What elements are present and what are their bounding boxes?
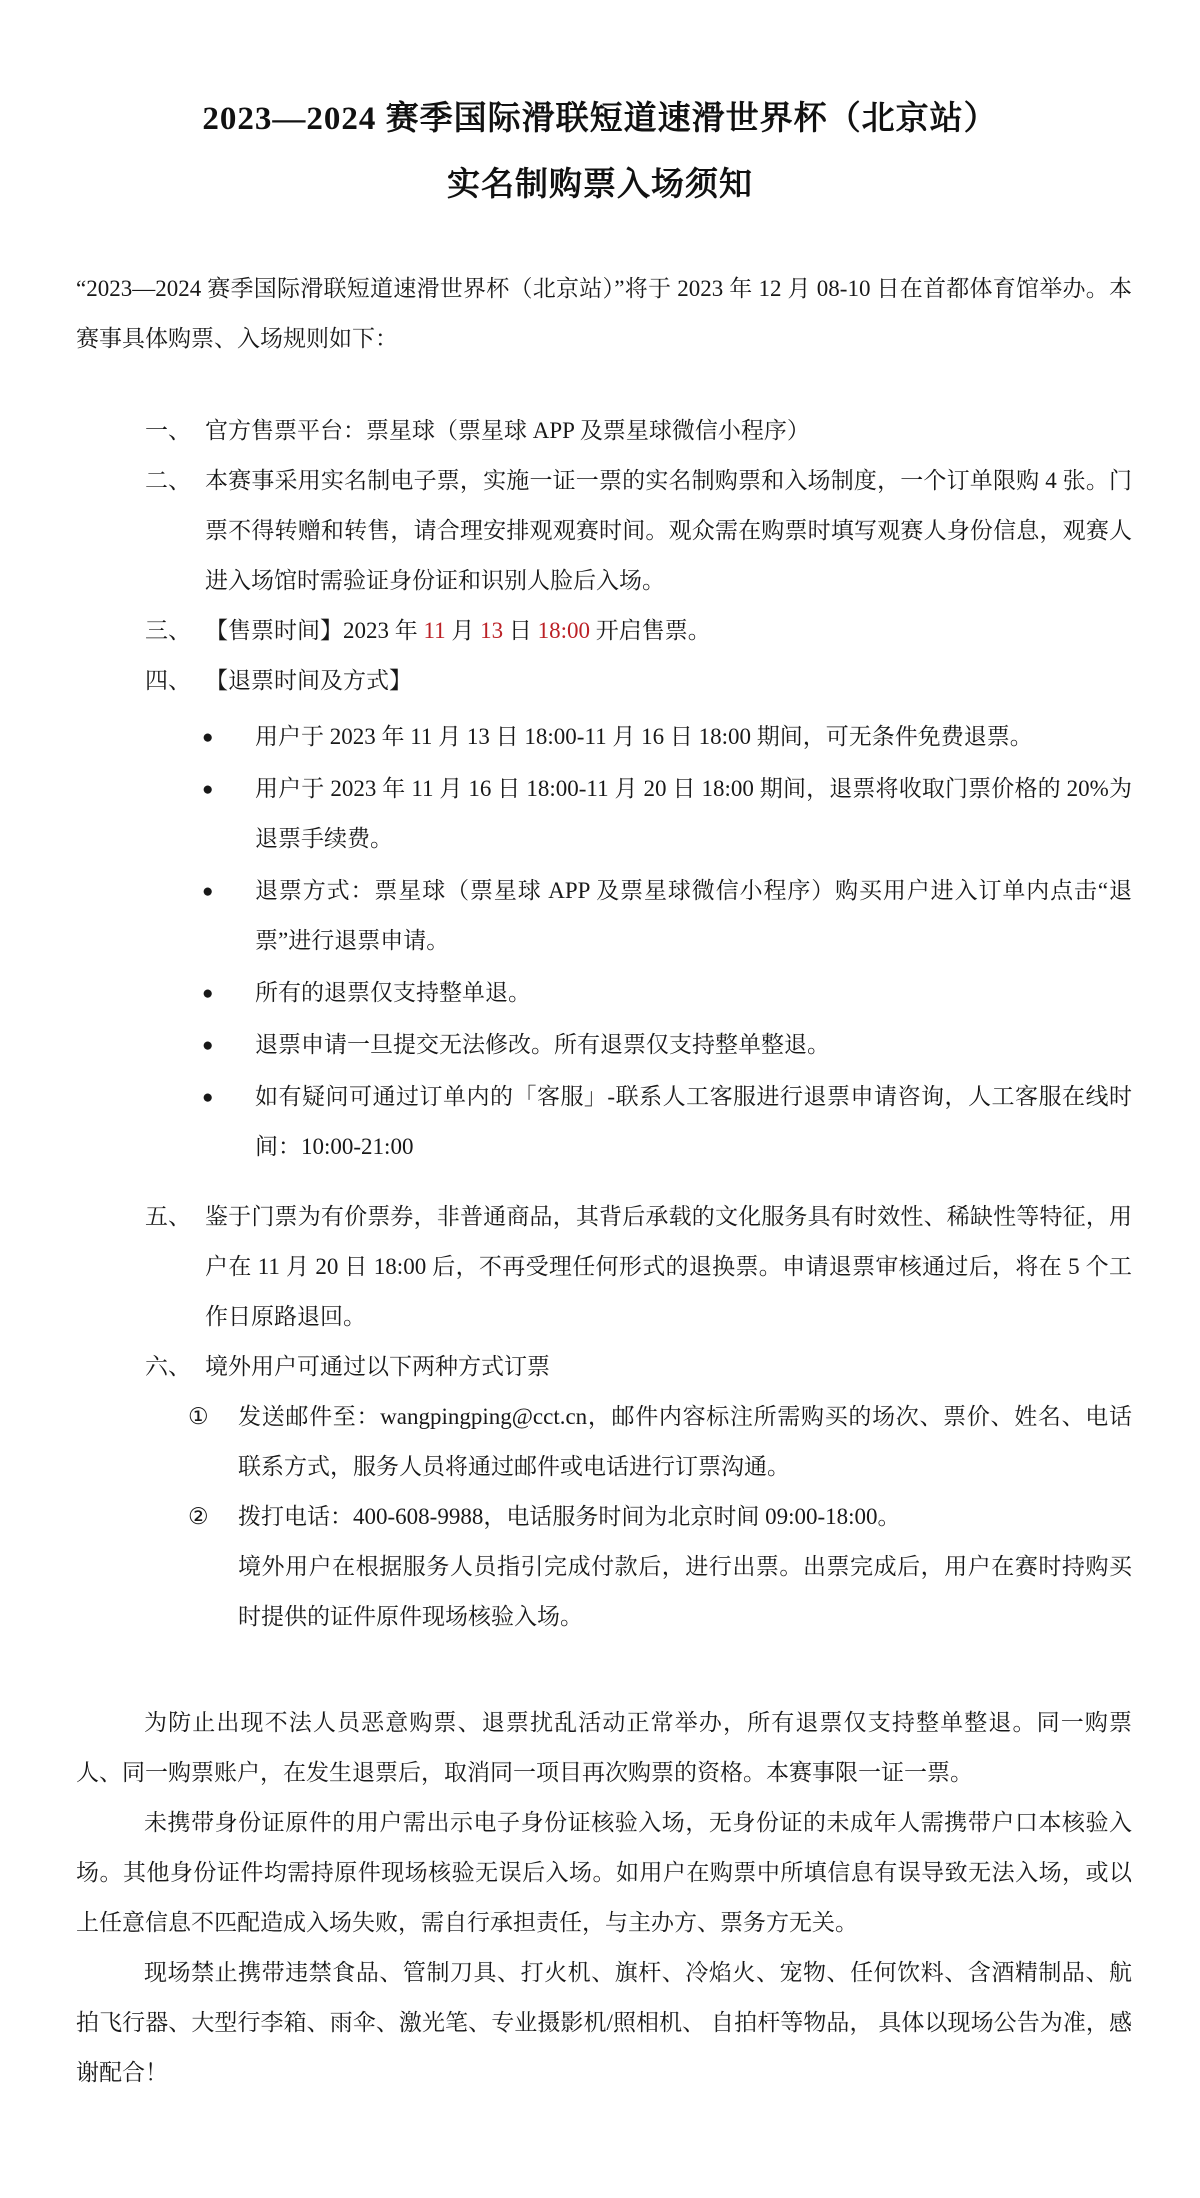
refund-bullet-6 [202,1072,1132,1172]
rule-number: 五、 [145,1204,191,1229]
rule-number: 六、 [145,1354,191,1379]
rule-text: 官方售票平台：票星球（票星球 APP 及票星球微信小程序） [205,418,810,443]
document-title [0,86,1200,218]
sale-date-day-highlight: 13 [480,618,504,643]
rule-number: 二、 [145,468,191,493]
closing-paragraph-1: 为防止出现不法人员恶意购票、退票扰乱活动正常举办，所有退票仅支持整单整退。同一购票人、同一购票账户，在发生退票后，取消同一项目再次购票的资格。本赛事限一证一票。 [76,1710,1132,1785]
rule-text: 境外用户可通过以下两种方式订票 [205,1354,550,1379]
rule-number: 四、 [145,668,191,693]
refund-bullet-4 [202,968,1132,1018]
bullet-icon: ● [202,779,214,800]
rule-text-segment: 开启售票。 [590,618,711,643]
rule-item-5 [145,1192,1132,1342]
sale-time-highlight: 18:00 [537,618,591,643]
sale-date-month-highlight: 11 [423,618,446,643]
bullet-icon: ● [202,1035,214,1056]
method-text: 发送邮件至：wangpingping@cct.cn，邮件内容标注所需购买的场次、票价、姓名、电话联系方式，服务人员将通过邮件或电话进行订票沟通。 [238,1404,1132,1479]
method-text-continued: 境外用户在根据服务人员指引完成付款后，进行出票。出票完成后，用户在赛时持购买时提供的证件原件现场核验入场。 [238,1554,1132,1629]
rule-number: 一、 [145,418,191,443]
rule-text-segment: 月 [445,618,481,643]
rule-text [205,618,711,643]
bullet-text: 所有的退票仅支持整单退。 [255,980,531,1005]
circled-number-2: ② [188,1504,209,1529]
method-text: 拨打电话：400-608-9988，电话服务时间为北京时间 09:00-18:00。 [238,1504,901,1529]
closing-paragraph-3: 现场禁止携带违禁食品、管制刀具、打火机、旗杆、冷焰火、宠物、任何饮料、含酒精制品、航拍飞行器、大型行李箱、雨伞、激光笔、专业摄影机/照相机、 自拍杆等物品， 具体以现场公告为准，感谢配合！ [76,1960,1132,2085]
intro-paragraph: “2023—2024 赛季国际滑联短道速滑世界杯（北京站）”将于 2023 年 12 月 08-10 日在首都体育馆举办。本赛事具体购票、入场规则如下： [76,276,1132,351]
rule-text-segment: 【售票时间】2023 年 [205,618,424,643]
rule-text: 本赛事采用实名制电子票，实施一证一票的实名制购票和入场制度，一个订单限购 4 张。门票不得转赠和转售，请合理安排观观赛时间。观众需在购票时填写观赛人身份信息，观赛人进入场馆时需验证身份证和识别人脸后入场。 [205,468,1132,593]
overseas-method-list [188,1392,1132,1642]
overseas-method-1 [188,1392,1132,1492]
refund-bullet-list [202,712,1132,1172]
rule-item-2 [145,456,1132,606]
title-line-2: 实名制购票入场须知 [447,167,753,203]
bullet-text: 退票申请一旦提交无法修改。所有退票仅支持整单整退。 [255,1032,830,1057]
circled-number-1: ① [188,1404,209,1429]
rule-item-1 [145,406,1132,456]
refund-bullet-3 [202,866,1132,966]
closing-paragraph-2: 未携带身份证原件的用户需出示电子身份证核验入场，无身份证的未成年人需携带户口本核验入场。其他身份证件均需持原件现场核验无误后入场。如用户在购票中所填信息有误导致无法入场，或以上任意信息不匹配造成入场失败，需自行承担责任，与主办方、票务方无关。 [76,1810,1132,1935]
rule-item-3 [145,606,1132,656]
rule-item-6 [145,1342,1132,1392]
bullet-text: 用户于 2023 年 11 月 13 日 18:00-11 月 16 日 18:00 期间，可无条件免费退票。 [255,724,1033,749]
refund-bullet-5 [202,1020,1132,1070]
closing-section [76,1698,1132,2098]
refund-bullet-1 [202,712,1132,762]
bullet-icon: ● [202,881,214,902]
refund-bullet-2 [202,764,1132,864]
bullet-icon: ● [202,727,214,748]
bullet-text: 退票方式：票星球（票星球 APP 及票星球微信小程序）购买用户进入订单内点击“退票”进行退票申请。 [255,878,1132,953]
rules-list [145,406,1132,1642]
rule-number: 三、 [145,618,191,643]
bullet-icon: ● [202,1087,214,1108]
bullet-text: 如有疑问可通过订单内的「客服」-联系人工客服进行退票申请咨询，人工客服在线时间：10:00-21:00 [255,1084,1132,1159]
overseas-method-2 [188,1492,1132,1642]
rule-item-4 [145,656,1132,706]
title-line-1: 2023—2024 赛季国际滑联短道速滑世界杯（北京站） [202,101,998,137]
rule-text: 【退票时间及方式】 [205,668,412,693]
bullet-text: 用户于 2023 年 11 月 16 日 18:00-11 月 20 日 18:00 期间，退票将收取门票价格的 20%为退票手续费。 [255,776,1132,851]
rule-text-segment: 日 [503,618,538,643]
rule-text: 鉴于门票为有价票券，非普通商品，其背后承载的文化服务具有时效性、稀缺性等特征，用户在 11 月 20 日 18:00 后，不再受理任何形式的退换票。申请退票审核通过后，将在 5 个工作日原路退回。 [205,1204,1132,1329]
bullet-icon: ● [202,983,214,1004]
